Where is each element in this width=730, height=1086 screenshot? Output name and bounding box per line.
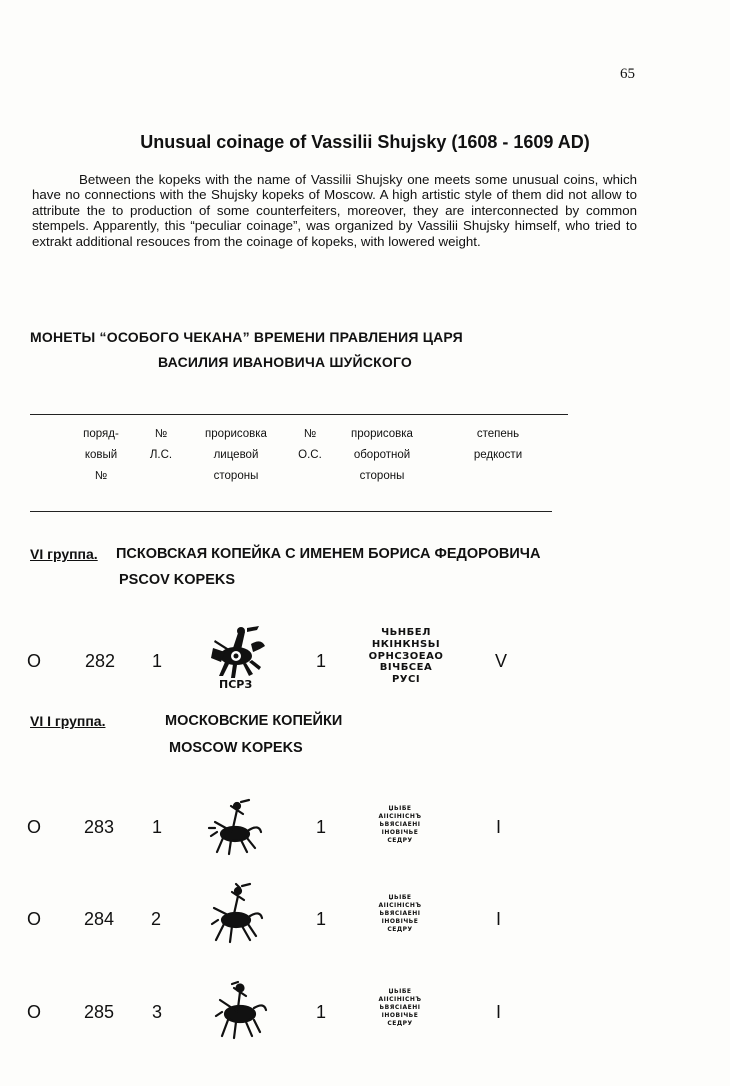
page-title: Unusual coinage of Vassilii Shujsky (1608 - 1609 AD) (140, 132, 590, 152)
row-number: 282 (85, 651, 116, 671)
obverse-horseman-icon (210, 980, 272, 1042)
row-number: 285 (84, 1002, 115, 1022)
row-rarity: I (496, 817, 502, 837)
header-serial: поряд- ковый № (83, 428, 119, 482)
group-6-title-en: PSCOV KOPEKS (119, 572, 236, 588)
row-number: 283 (84, 817, 115, 837)
group-7-title-ru: МОСКОВСКИЕ КОПЕЙКИ (165, 713, 343, 729)
header-reverse: прорисовка оборотной стороны (351, 428, 413, 482)
row-number: 284 (84, 909, 115, 929)
row-ls: 1 (152, 651, 163, 671)
row-os: 1 (316, 909, 327, 929)
catalog-title-line1: МОНЕТЫ “ОСОБОГО ЧЕКАНА” ВРЕМЕНИ ПРАВЛЕНИЯ ЦАРЯ (30, 329, 463, 345)
page-number: 65 (620, 66, 635, 82)
table-bottom-rule (30, 511, 552, 512)
obverse-caption: ПСРЗ (219, 678, 253, 690)
row-ls: 3 (152, 1002, 163, 1022)
reverse-inscription: ЧЬНБЕЛ НКІНКНЅЬІ ОРНСЗОЕАО ВІЧБСЕА РУСІ (368, 627, 444, 686)
group-6-title-ru: ПСКОВСКАЯ КОПЕЙКА С ИМЕНЕМ БОРИСА ФЕДОРОВИЧА (116, 546, 541, 562)
abstract-paragraph: Between the kopeks with the name of Vassilii Shujsky one meets some unusual coins, which have no connections with the Shujsky kopeks of Moscow. A high artistic style of them did not allow to attribute the to production of some counterfeiters, moreover, they are interconnected by common stempels. Apparently, this “peculiar coinage”, was organized by Vassilii Shujsky himself, who tried to extrakt additional resouces from the coinage of kopeks, with lowered weight. (32, 172, 637, 249)
reverse-inscription: ЏЬІБЕ АІІСІНІСНЪ ЬВЯСІАЕНІ ІНОВІЧЬЕ СЕДРУ (378, 988, 422, 1027)
group-7-label: VI I группа. (30, 713, 106, 729)
header-os: № О.С. (298, 428, 322, 461)
table-top-rule (30, 414, 568, 415)
row-os: 1 (316, 817, 327, 837)
row-mark: О (27, 651, 42, 671)
catalog-title-line2: ВАСИЛИЯ ИВАНОВИЧА ШУЙСКОГО (158, 354, 413, 370)
row-mark: О (27, 1002, 42, 1022)
header-ls: № Л.С. (149, 428, 173, 461)
reverse-inscription: ЏЬІБЕ АІІСІНІСНЪ ЬВЯСІАЕНІ ІНОВІЧЬЕ СЕДРУ (378, 894, 422, 933)
row-ls: 2 (151, 909, 162, 929)
obverse-horseman-icon (205, 798, 267, 860)
row-rarity: V (495, 651, 508, 671)
header-obverse: прорисовка лицевой стороны (205, 428, 267, 482)
obverse-horseman-icon (203, 624, 271, 690)
row-mark: О (27, 817, 42, 837)
group-7-title-en: MOSCOW KOPEKS (169, 740, 303, 756)
row-mark: О (27, 909, 42, 929)
row-os: 1 (316, 651, 327, 671)
row-rarity: I (496, 909, 502, 929)
header-rarity: степень редкости (473, 428, 523, 461)
row-rarity: I (496, 1002, 502, 1022)
reverse-inscription: ЏЬІБЕ АІІСІНІСНЪ ЬВЯСІАЕНІ ІНОВІЧЬЕ СЕДРУ (378, 805, 422, 844)
row-os: 1 (316, 1002, 327, 1022)
row-ls: 1 (152, 817, 163, 837)
obverse-horseman-icon (206, 882, 268, 948)
group-6-label: VI группа. (30, 546, 98, 562)
